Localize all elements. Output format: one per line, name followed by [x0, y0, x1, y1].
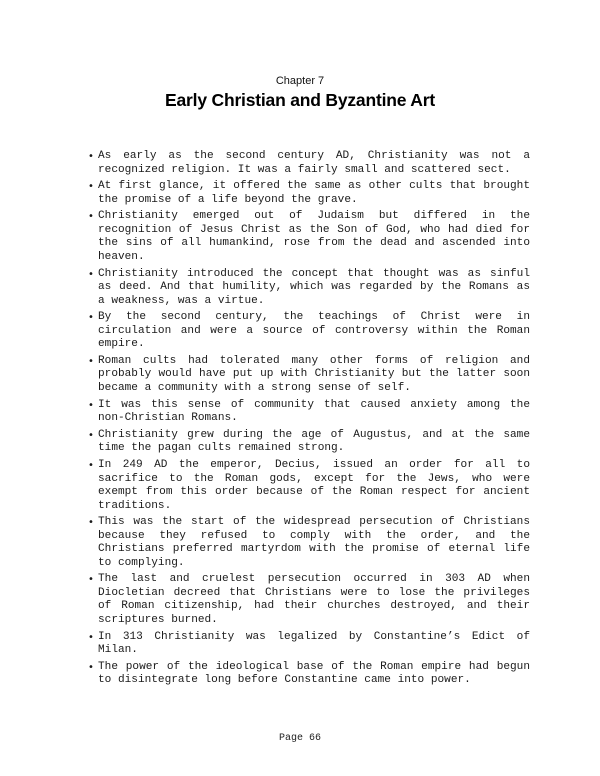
bullet-icon: • [88, 355, 94, 367]
bullet-icon: • [88, 574, 94, 586]
bullet-item [88, 268, 530, 309]
bullet-text: Christianity grew during the age of Augustus, and at the same time the pagan cults remained strong. [98, 428, 530, 455]
bullet-item [88, 180, 530, 207]
chapter-label: Chapter 7 [275, 75, 325, 87]
bullet-text: This was the start of the widespread persecution of Christians because they refused to comply with the order, and the Christians preferred martyrdom with the promise of eternal life to complying. [98, 516, 530, 569]
bullet-icon: • [88, 517, 94, 529]
page-number: Page 66 [278, 733, 321, 744]
bullet-item [88, 311, 530, 352]
bullet-icon: • [88, 460, 94, 471]
bullet-item [88, 399, 530, 426]
bullet-text: In 249 AD the emperor, Decius, issued an order for all to sacrifice to the Roman gods, except for the Jews, who were exempt from this order because of the Roman respect for ancient traditions. [98, 459, 530, 512]
bullet-item [88, 459, 530, 513]
bullet-text: In 313 Christianity was legalized by Constantine’s Edict of Milan. [98, 630, 530, 657]
bullet-icon: • [88, 211, 94, 223]
bullet-text: At first glance, it offered the same as other cults that brought the promise of a life beyond the grave. [98, 180, 530, 206]
bullet-text: Christianity introduced the concept that thought was as sinful as deed. And that humility, which was regarded by the Romans as a weakness, was a virtue. [98, 267, 530, 307]
bullet-text: Christianity emerged out of Judaism but differed in the recognition of Jesus Christ as the Son of God, who had died for the sins of all humankind, rose from the dead and ascended into heaven. [98, 210, 530, 263]
bullet-icon: • [88, 268, 94, 280]
bullet-icon: • [88, 399, 94, 411]
bullet-icon: • [88, 181, 94, 193]
bullet-item [88, 210, 530, 264]
bullet-item [88, 661, 530, 688]
bullet-item [88, 150, 530, 177]
bullet-icon: • [88, 631, 94, 643]
bullet-item [88, 429, 530, 456]
bullet-item [88, 355, 530, 396]
bullet-list [88, 150, 530, 691]
bullet-icon: • [88, 151, 94, 162]
bullet-text: The last and cruelest persecution occurred in 303 AD when Diocletian decreed that Christians were to lose the privileges of Roman citizenship, had their churches destroyed, and their scriptures burned. [98, 573, 530, 626]
bullet-text: It was this sense of community that caused anxiety among the non-Christian Romans. [98, 398, 530, 425]
bullet-text: The power of the ideological base of the Roman empire had begun to disintegrate long before Constantine came into power. [98, 660, 530, 687]
bullet-item [88, 516, 530, 570]
bullet-text: As early as the second century AD, Christianity was not a recognized religion. It was a fairly small and scattered sect. [98, 150, 530, 176]
bullet-icon: • [88, 429, 94, 441]
bullet-icon: • [88, 661, 94, 673]
bullet-item [88, 631, 530, 658]
bullet-text: Roman cults had tolerated many other forms of religion and probably would have put up with Christianity but the latter soon became a community with a strong sense of self. [98, 354, 530, 394]
bullet-icon: • [88, 312, 94, 324]
chapter-title: Early Christian and Byzantine Art [165, 90, 435, 110]
bullet-item [88, 573, 530, 627]
bullet-text: By the second century, the teachings of Christ were in circulation and were a source of controversy within the Roman empire. [98, 311, 530, 351]
